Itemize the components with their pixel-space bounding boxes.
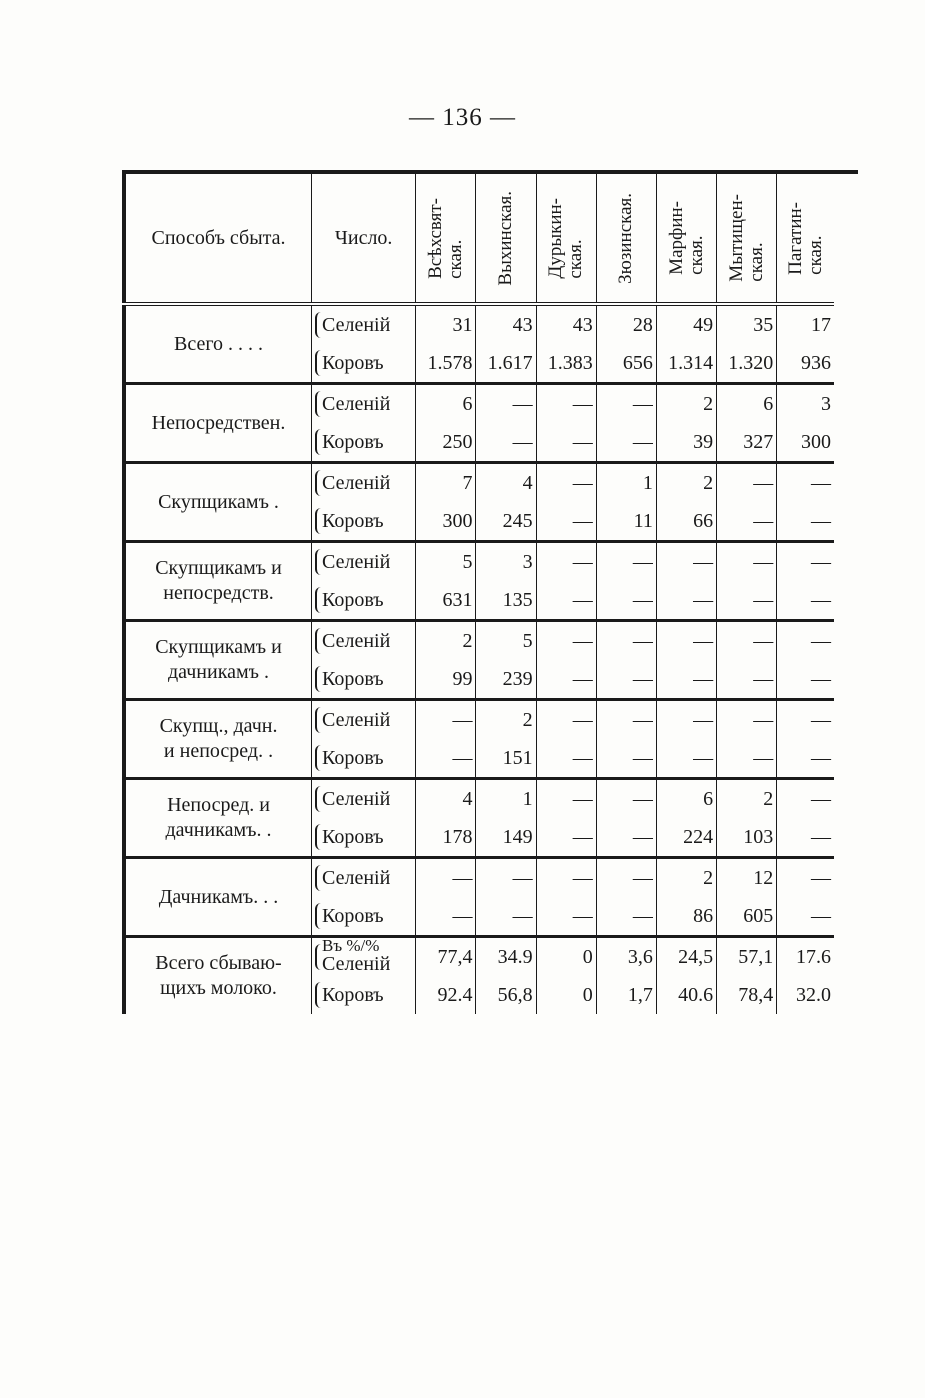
cell-seleniy: — — [717, 700, 777, 740]
row-label-seleniy — [312, 779, 416, 819]
cell-seleniy: — — [536, 779, 596, 819]
cell-seleniy: 5 — [476, 621, 536, 661]
cell-korov: 1.617 — [476, 344, 536, 384]
brace-mark — [315, 982, 324, 1008]
cell-seleniy: 17.6 — [777, 937, 834, 977]
cell-seleniy: 6 — [717, 384, 777, 424]
cell-seleniy: 34.9 — [476, 937, 536, 977]
cell-korov: — — [777, 897, 834, 937]
cell-korov: — — [596, 581, 656, 621]
cell-korov: — — [656, 581, 716, 621]
row-label-seleniy — [312, 937, 416, 977]
cell-seleniy: — — [777, 700, 834, 740]
cell-seleniy: 0 — [536, 937, 596, 977]
cell-korov: 300 — [777, 423, 834, 463]
cell-korov: 1,7 — [596, 976, 656, 1014]
cell-seleniy: 2 — [656, 858, 716, 898]
table-row — [124, 542, 834, 582]
cell-seleniy: 3,6 — [596, 937, 656, 977]
header-col-marfinskaya — [656, 174, 716, 304]
cell-korov: 250 — [416, 423, 476, 463]
cell-seleniy: — — [536, 858, 596, 898]
korov-label: Коровъ — [322, 509, 384, 532]
cell-korov: 86 — [656, 897, 716, 937]
cell-korov: 78,4 — [717, 976, 777, 1014]
cell-korov: 656 — [596, 344, 656, 384]
cell-korov: 239 — [476, 660, 536, 700]
sales-table — [122, 170, 858, 1014]
header-col-label: Выхинская. — [495, 190, 517, 286]
cell-korov: — — [656, 739, 716, 779]
cell-seleniy: 2 — [416, 621, 476, 661]
korov-label: Коровъ — [322, 825, 384, 848]
table-row — [124, 384, 834, 424]
seleniy-label: Селеній — [322, 313, 391, 336]
row-label-korov — [312, 344, 416, 384]
cell-korov: — — [777, 502, 834, 542]
table-row — [124, 304, 834, 344]
brace-mark — [315, 549, 324, 575]
cell-seleniy: — — [596, 858, 656, 898]
brace-mark — [315, 707, 324, 733]
cell-seleniy: — — [416, 858, 476, 898]
cell-korov: — — [777, 581, 834, 621]
cell-korov: 631 — [416, 581, 476, 621]
cell-korov: — — [717, 581, 777, 621]
cell-korov: — — [717, 502, 777, 542]
cell-seleniy: 3 — [777, 384, 834, 424]
cell-seleniy: — — [596, 621, 656, 661]
cell-korov: 936 — [777, 344, 834, 384]
seleniy-label: Селеній — [322, 471, 391, 494]
cell-korov: 66 — [656, 502, 716, 542]
cell-korov: 151 — [476, 739, 536, 779]
cell-seleniy: 5 — [416, 542, 476, 582]
cell-korov: — — [476, 897, 536, 937]
cell-korov: — — [717, 660, 777, 700]
cell-korov: 1.578 — [416, 344, 476, 384]
cell-seleniy: 6 — [656, 779, 716, 819]
sales-method: Всего . . . . — [124, 304, 312, 384]
cell-seleniy: 7 — [416, 463, 476, 503]
cell-seleniy: 28 — [596, 304, 656, 344]
cell-seleniy: — — [536, 463, 596, 503]
brace-mark — [315, 666, 324, 692]
cell-seleniy: 2 — [476, 700, 536, 740]
cell-korov: 178 — [416, 818, 476, 858]
brace-mark — [315, 391, 324, 417]
cell-korov: — — [596, 818, 656, 858]
korov-label: Коровъ — [322, 430, 384, 453]
seleniy-label: Селеній — [322, 787, 391, 810]
cell-seleniy: — — [777, 542, 834, 582]
cell-korov: 99 — [416, 660, 476, 700]
cell-korov: 135 — [476, 581, 536, 621]
cell-korov: 1.320 — [717, 344, 777, 384]
row-label-korov — [312, 739, 416, 779]
sales-method: Скупщикамъ и дачникамъ . — [124, 621, 312, 700]
brace-mark — [315, 628, 324, 654]
table-row — [124, 779, 834, 819]
header-col-label: Дурыкин- ская. — [545, 197, 587, 279]
cell-korov: 0 — [536, 976, 596, 1014]
korov-label: Коровъ — [322, 667, 384, 690]
cell-seleniy: 1 — [476, 779, 536, 819]
cell-seleniy: 2 — [656, 463, 716, 503]
brace-mark — [315, 587, 324, 613]
cell-seleniy: 31 — [416, 304, 476, 344]
cell-seleniy: — — [656, 700, 716, 740]
cell-seleniy: 2 — [717, 779, 777, 819]
cell-korov: — — [777, 739, 834, 779]
sales-method: Скупщикамъ и непосредств. — [124, 542, 312, 621]
cell-seleniy: — — [536, 700, 596, 740]
cell-seleniy: 3 — [476, 542, 536, 582]
cell-korov: — — [596, 660, 656, 700]
cell-korov: 39 — [656, 423, 716, 463]
row-label-seleniy — [312, 384, 416, 424]
cell-seleniy: — — [777, 463, 834, 503]
cell-korov: — — [536, 897, 596, 937]
brace-mark — [315, 944, 324, 970]
cell-seleniy: — — [596, 542, 656, 582]
cell-seleniy: 35 — [717, 304, 777, 344]
cell-korov: — — [416, 897, 476, 937]
cell-seleniy: 49 — [656, 304, 716, 344]
seleniy-label: Селеній — [322, 392, 391, 415]
cell-seleniy: 43 — [476, 304, 536, 344]
cell-seleniy: — — [656, 621, 716, 661]
brace-mark — [315, 824, 324, 850]
cell-seleniy: 57,1 — [717, 937, 777, 977]
cell-korov: — — [717, 739, 777, 779]
cell-korov: — — [777, 660, 834, 700]
header-col-pagatinskaya — [777, 174, 834, 304]
cell-korov: — — [536, 423, 596, 463]
header-col-vsekhsvyatskaya — [416, 174, 476, 304]
cell-seleniy: — — [536, 542, 596, 582]
row-label-seleniy — [312, 542, 416, 582]
cell-seleniy: 12 — [717, 858, 777, 898]
brace-mark — [315, 312, 324, 338]
cell-korov: 1.314 — [656, 344, 716, 384]
cell-korov: — — [536, 818, 596, 858]
sales-method: Скупщ., дачн. и непосред. . — [124, 700, 312, 779]
sales-method: Непосредствен. — [124, 384, 312, 463]
seleniy-label: Селеній — [322, 550, 391, 573]
cell-seleniy: 6 — [416, 384, 476, 424]
header-col-label: Зюзинская. — [615, 192, 637, 284]
cell-korov: — — [476, 423, 536, 463]
cell-korov: — — [536, 660, 596, 700]
page-number: — 136 — — [409, 104, 516, 131]
table-row — [124, 463, 834, 503]
cell-seleniy: — — [717, 542, 777, 582]
cell-seleniy: 4 — [476, 463, 536, 503]
row-label-korov — [312, 897, 416, 937]
brace-mark — [315, 350, 324, 376]
cell-korov: 32.0 — [777, 976, 834, 1014]
cell-korov: — — [536, 581, 596, 621]
cell-seleniy: — — [476, 384, 536, 424]
table-row — [124, 858, 834, 898]
brace-mark — [315, 786, 324, 812]
cell-seleniy: 1 — [596, 463, 656, 503]
korov-label: Коровъ — [322, 983, 384, 1006]
sales-method: Дачникамъ. . . — [124, 858, 312, 937]
header-col-zyuzinskaya — [596, 174, 656, 304]
sales-table-grid — [122, 174, 834, 1014]
row-label-seleniy — [312, 858, 416, 898]
cell-korov: — — [536, 502, 596, 542]
row-label-korov — [312, 502, 416, 542]
cell-seleniy: 77,4 — [416, 937, 476, 977]
cell-korov: 1.383 — [536, 344, 596, 384]
header-col-mytishchenskaya — [717, 174, 777, 304]
cell-seleniy: 2 — [656, 384, 716, 424]
korov-label: Коровъ — [322, 904, 384, 927]
cell-korov: 149 — [476, 818, 536, 858]
cell-korov: 245 — [476, 502, 536, 542]
row-label-korov — [312, 976, 416, 1014]
header-col-vykhinskaya — [476, 174, 536, 304]
sales-method: Непосред. и дачникамъ. . — [124, 779, 312, 858]
cell-seleniy: — — [536, 621, 596, 661]
header-col-label: Всѣхсвят- ская. — [424, 197, 466, 279]
row-label-korov — [312, 581, 416, 621]
header-col-durykinskaya — [536, 174, 596, 304]
seleniy-label: Селеній — [322, 708, 391, 731]
cell-korov: 605 — [717, 897, 777, 937]
cell-seleniy: — — [656, 542, 716, 582]
cell-seleniy: — — [777, 858, 834, 898]
cell-korov: 92.4 — [416, 976, 476, 1014]
cell-seleniy: 17 — [777, 304, 834, 344]
cell-korov: 40.6 — [656, 976, 716, 1014]
cell-korov: — — [596, 423, 656, 463]
sales-method: Всего сбываю- щихъ молоко. — [155, 952, 282, 1000]
cell-seleniy: — — [596, 779, 656, 819]
korov-label: Коровъ — [322, 588, 384, 611]
header-number: Число. — [312, 174, 416, 304]
cell-korov: — — [656, 660, 716, 700]
cell-seleniy: — — [536, 384, 596, 424]
header-col-label: Мытищен- ская. — [725, 194, 767, 282]
brace-mark — [315, 903, 324, 929]
korov-label: Коровъ — [322, 351, 384, 374]
row-label-korov — [312, 818, 416, 858]
seleniy-label: Селеній — [322, 953, 391, 976]
row-label-korov — [312, 423, 416, 463]
cell-korov: — — [596, 739, 656, 779]
header-col-label: Марфин- ская. — [665, 201, 707, 275]
cell-korov: — — [777, 818, 834, 858]
cell-seleniy: — — [777, 779, 834, 819]
cell-korov: — — [596, 897, 656, 937]
cell-korov: 103 — [717, 818, 777, 858]
row-label-korov — [312, 660, 416, 700]
brace-mark — [315, 508, 324, 534]
cell-seleniy: — — [476, 858, 536, 898]
cell-seleniy: 24,5 — [656, 937, 716, 977]
sales-method: Скупщикамъ . — [124, 463, 312, 542]
header-col-label: Пагатин- ская. — [784, 201, 826, 275]
brace-mark — [315, 429, 324, 455]
cell-korov: 224 — [656, 818, 716, 858]
header-method: Способъ сбыта. — [124, 174, 312, 304]
table-row — [124, 700, 834, 740]
table-row — [124, 621, 834, 661]
row-label-seleniy — [312, 700, 416, 740]
cell-seleniy: — — [717, 463, 777, 503]
cell-korov: 56,8 — [476, 976, 536, 1014]
cell-seleniy: — — [777, 621, 834, 661]
cell-seleniy: — — [416, 700, 476, 740]
row-label-seleniy — [312, 463, 416, 503]
brace-mark — [315, 865, 324, 891]
seleniy-label: Селеній — [322, 866, 391, 889]
cell-korov: — — [416, 739, 476, 779]
row-label-seleniy — [312, 621, 416, 661]
cell-seleniy: — — [717, 621, 777, 661]
cell-korov: 300 — [416, 502, 476, 542]
korov-label: Коровъ — [322, 746, 384, 769]
cell-korov: — — [536, 739, 596, 779]
seleniy-label: Селеній — [322, 629, 391, 652]
cell-seleniy: — — [596, 700, 656, 740]
cell-korov: 327 — [717, 423, 777, 463]
brace-mark — [315, 745, 324, 771]
cell-korov: 11 — [596, 502, 656, 542]
row-label-seleniy — [312, 304, 416, 344]
header-row — [124, 174, 834, 304]
cell-seleniy: — — [596, 384, 656, 424]
percent-label: Въ %/% — [322, 936, 380, 955]
table-row — [124, 937, 834, 977]
cell-seleniy: 43 — [536, 304, 596, 344]
brace-mark — [315, 470, 324, 496]
cell-seleniy: 4 — [416, 779, 476, 819]
